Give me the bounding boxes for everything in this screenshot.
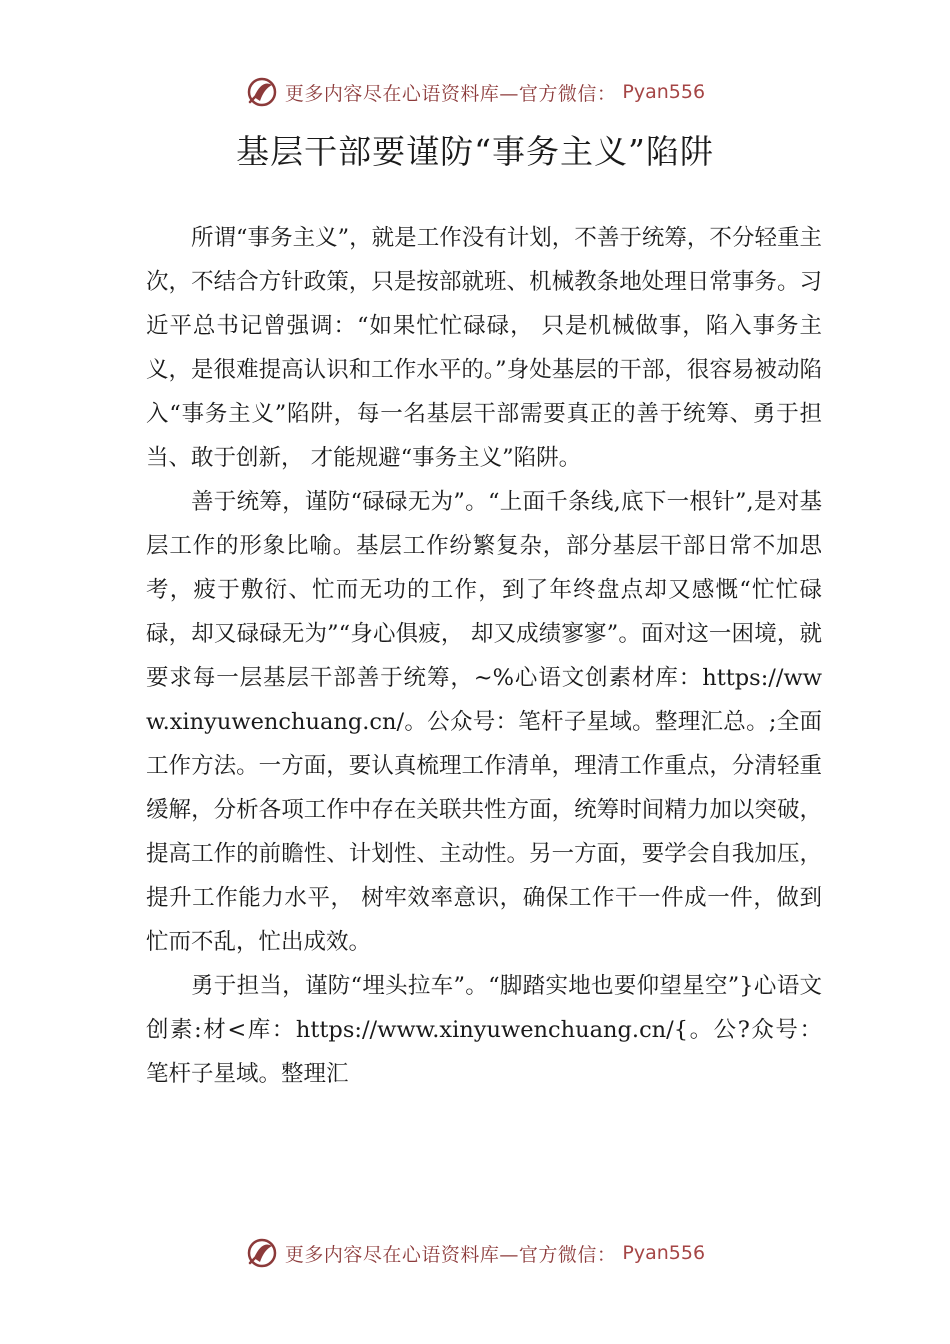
logo-icon xyxy=(245,75,279,109)
watermark-header xyxy=(0,72,950,112)
document-body xyxy=(146,216,822,1096)
paragraph: 勇于担当，谨防“埋头拉车”。“脚踏实地也要仰望星空”}心语文创素:材<库：https://www.xinyuwenchuang.cn/{。公?众号：笔杆子星域。整理汇 xyxy=(146,973,822,1087)
watermark-footer xyxy=(0,1233,950,1273)
paragraph: 所谓“事务主义”，就是工作没有计划，不善于统筹，不分轻重主次，不结合方针政策，只是按部就班、机械教条地处理日常事务。习近平总书记曾强调：“如果忙忙碌碌， 只是机械做事，陷入事务主义，是很难提高认识和工作水平的。”身处基层的干部，很容易被动陷入“事务主义”陷阱，每一名基层干部需要真正的善于统筹、勇于担当、敢于创新， 才能规避“事务主义”陷阱。 xyxy=(146,225,822,471)
watermark-handle: Pyan556 xyxy=(622,81,706,103)
paragraph: 善于统筹，谨防“碌碌无为”。“上面千条线,底下一根针”,是对基层工作的形象比喻。基层工作纷繁复杂，部分基层干部日常不加思考，疲于敷衍、忙而无功的工作，到了年终盘点却又感慨“忙忙碌碌，却又碌碌无为”“身心俱疲， 却又成绩寥寥”。面对这一困境，就要求每一层基层干部善于统筹，~%心语文创素材库：https://www.xinyuwenchuang.cn/。公众号：笔杆子星域。整理汇总。;全面工作方法。一方面，要认真梳理工作清单，理清工作重点，分清轻重缓解，分析各项工作中存在关联共性方面，统筹时间精力加以突破，提高工作的前瞻性、计划性、主动性。另一方面，要学会自我加压，提升工作能力水平， 树牢效率意识，确保工作干一件成一件，做到忙而不乱，忙出成效。 xyxy=(146,489,822,955)
watermark-text: 更多内容尽在心语资料库—官方微信： xyxy=(284,82,617,105)
watermark-text: 更多内容尽在心语资料库—官方微信： xyxy=(284,1243,617,1266)
document-title: 基层干部要谨防“事务主义”陷阱 xyxy=(236,132,714,171)
watermark-handle: Pyan556 xyxy=(622,1242,706,1264)
logo-icon xyxy=(245,1236,279,1270)
